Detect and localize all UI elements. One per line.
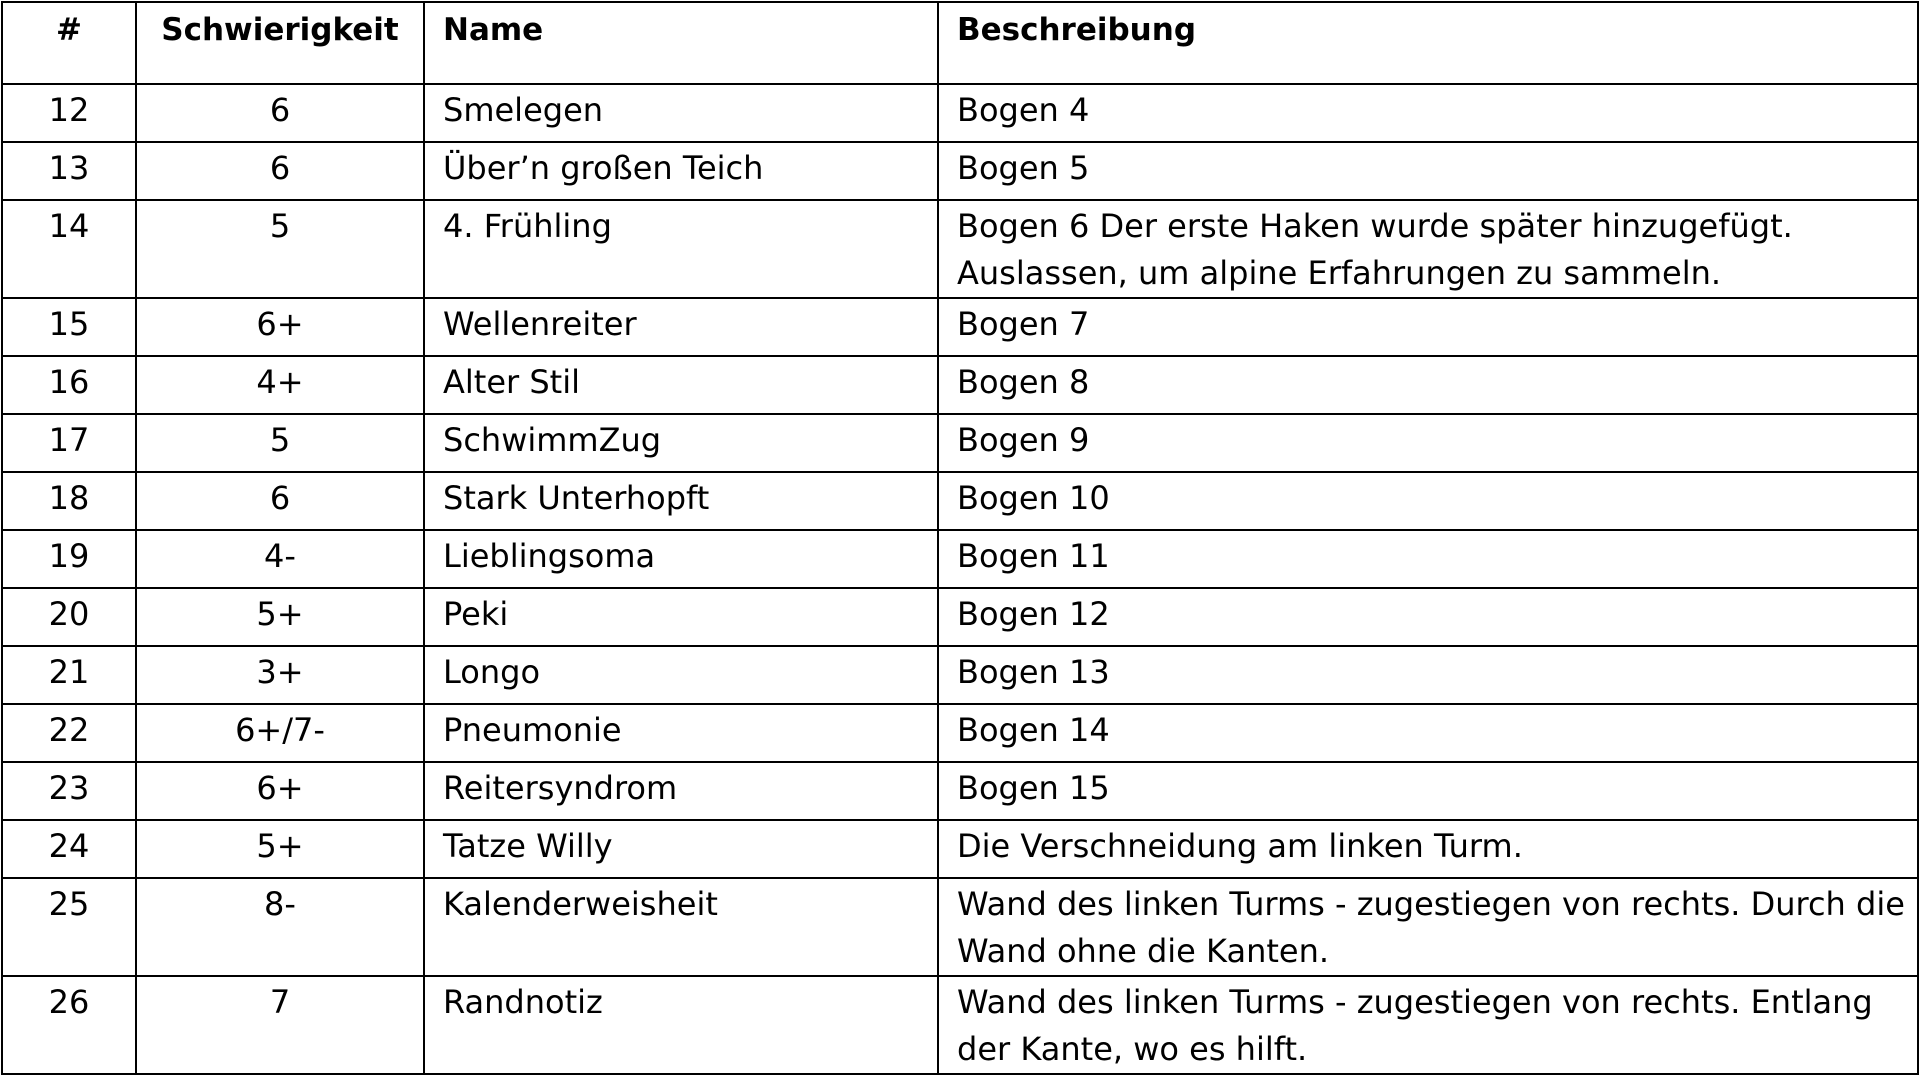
route-description: Bogen 12 — [938, 588, 1918, 646]
table-row — [2, 820, 1918, 878]
route-number: 24 — [2, 820, 136, 878]
route-description: Bogen 6 Der erste Haken wurde später hinzugefügt. Auslassen, um alpine Erfahrungen zu sammeln. — [938, 200, 1918, 298]
route-difficulty: 7 — [136, 976, 424, 1074]
route-difficulty: 6 — [136, 84, 424, 142]
table-row — [2, 298, 1918, 356]
route-number: 13 — [2, 142, 136, 200]
route-difficulty: 8- — [136, 878, 424, 976]
table-row — [2, 878, 1918, 976]
route-description: Bogen 9 — [938, 414, 1918, 472]
route-number: 23 — [2, 762, 136, 820]
route-name: Kalenderweisheit — [424, 878, 938, 976]
route-number: 12 — [2, 84, 136, 142]
table-row — [2, 646, 1918, 704]
route-name: Lieblingsoma — [424, 530, 938, 588]
route-number: 20 — [2, 588, 136, 646]
header-name: Name — [424, 2, 938, 84]
table-row — [2, 472, 1918, 530]
route-name: Tatze Willy — [424, 820, 938, 878]
route-number: 21 — [2, 646, 136, 704]
route-difficulty: 4+ — [136, 356, 424, 414]
route-description: Bogen 10 — [938, 472, 1918, 530]
route-name: 4. Frühling — [424, 200, 938, 298]
route-number: 17 — [2, 414, 136, 472]
route-number: 16 — [2, 356, 136, 414]
route-description: Bogen 13 — [938, 646, 1918, 704]
route-description: Wand des linken Turms - zugestiegen von rechts. Entlang der Kante, wo es hilft. — [938, 976, 1918, 1074]
route-description: Bogen 8 — [938, 356, 1918, 414]
table-row — [2, 704, 1918, 762]
route-difficulty: 6+ — [136, 298, 424, 356]
route-number: 15 — [2, 298, 136, 356]
route-name: Randnotiz — [424, 976, 938, 1074]
route-number: 14 — [2, 200, 136, 298]
table-header-row — [2, 2, 1918, 84]
table-row — [2, 356, 1918, 414]
route-number: 18 — [2, 472, 136, 530]
route-difficulty: 5+ — [136, 588, 424, 646]
route-difficulty: 5 — [136, 414, 424, 472]
route-description: Wand des linken Turms - zugestiegen von rechts. Durch die Wand ohne die Kanten. — [938, 878, 1918, 976]
route-description: Bogen 7 — [938, 298, 1918, 356]
route-difficulty: 6 — [136, 472, 424, 530]
route-name: SchwimmZug — [424, 414, 938, 472]
route-name: Pneumonie — [424, 704, 938, 762]
header-difficulty: Schwierigkeit — [136, 2, 424, 84]
table-row — [2, 588, 1918, 646]
route-name: Reitersyndrom — [424, 762, 938, 820]
route-difficulty: 6 — [136, 142, 424, 200]
routes-table — [1, 1, 1919, 1075]
route-description: Bogen 15 — [938, 762, 1918, 820]
route-difficulty: 4- — [136, 530, 424, 588]
table-row — [2, 142, 1918, 200]
route-name: Smelegen — [424, 84, 938, 142]
route-name: Über’n großen Teich — [424, 142, 938, 200]
route-difficulty: 5+ — [136, 820, 424, 878]
route-name: Peki — [424, 588, 938, 646]
route-difficulty: 6+/7- — [136, 704, 424, 762]
route-name: Stark Unterhopft — [424, 472, 938, 530]
route-description: Die Verschneidung am linken Turm. — [938, 820, 1918, 878]
route-difficulty: 5 — [136, 200, 424, 298]
route-difficulty: 6+ — [136, 762, 424, 820]
route-name: Wellenreiter — [424, 298, 938, 356]
route-description: Bogen 4 — [938, 84, 1918, 142]
route-description: Bogen 11 — [938, 530, 1918, 588]
table-row — [2, 762, 1918, 820]
route-name: Alter Stil — [424, 356, 938, 414]
route-number: 22 — [2, 704, 136, 762]
route-name: Longo — [424, 646, 938, 704]
header-number: # — [2, 2, 136, 84]
table-row — [2, 84, 1918, 142]
table-row — [2, 976, 1918, 1074]
route-number: 25 — [2, 878, 136, 976]
route-number: 19 — [2, 530, 136, 588]
table-row — [2, 414, 1918, 472]
table-row — [2, 530, 1918, 588]
route-description: Bogen 14 — [938, 704, 1918, 762]
route-number: 26 — [2, 976, 136, 1074]
header-description: Beschreibung — [938, 2, 1918, 84]
route-difficulty: 3+ — [136, 646, 424, 704]
table-row — [2, 200, 1918, 298]
route-description: Bogen 5 — [938, 142, 1918, 200]
